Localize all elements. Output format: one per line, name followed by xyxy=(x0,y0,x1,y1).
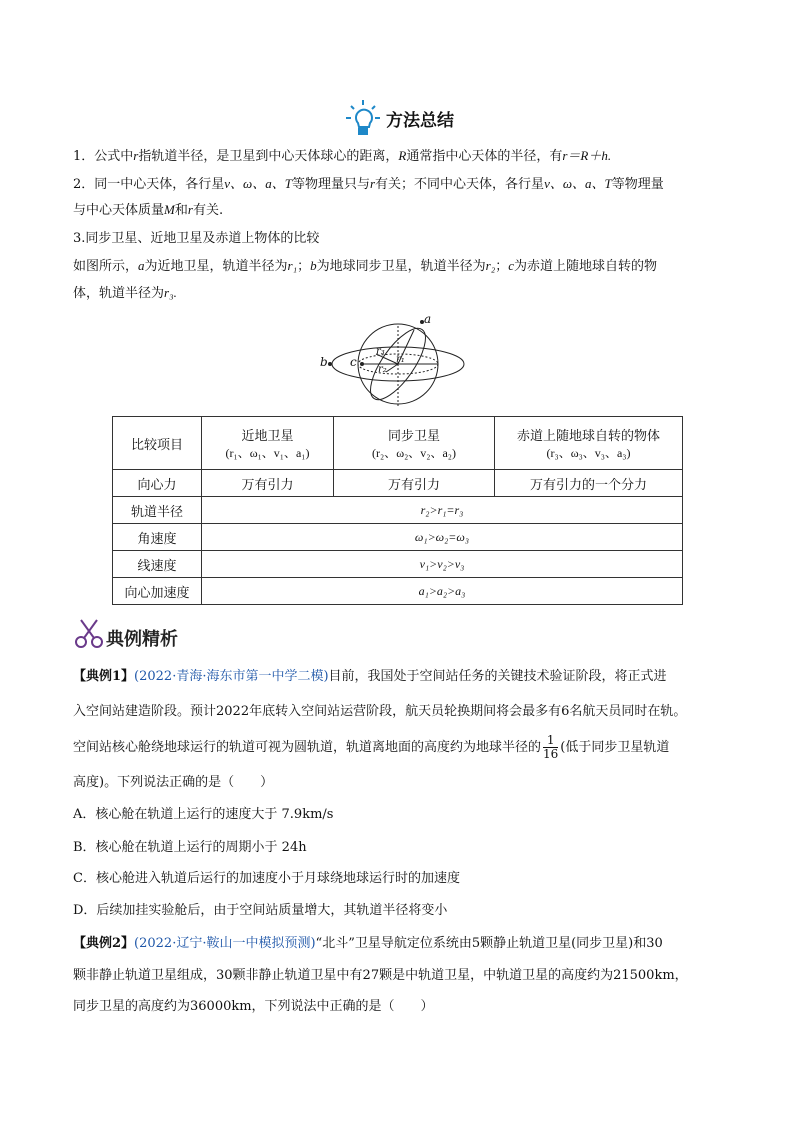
cell: 万有引力的一个分力 xyxy=(495,470,683,497)
cell: r₂>r₁=r₃ xyxy=(202,497,683,524)
header-equator-object: 赤道上随地球自转的物体 (r₃、ω₃、v₃、a₃) xyxy=(495,417,683,470)
example-1-line-2: 入空间站建造阶段。预计2022年底转入空间站运营阶段，航天员轮换期间将会最多有6名航天员同时在轨。 xyxy=(73,704,687,719)
option-d: D．后续加挂实验舱后，由于空间站质量增大，其轨道半径将变小 xyxy=(73,903,448,918)
example-1-line-4: 高度)。下列说法正确的是（ ） xyxy=(73,775,274,790)
row-label: 轨道半径 xyxy=(113,497,202,524)
label-r2: r₂ xyxy=(378,364,387,375)
table-row xyxy=(113,578,683,605)
point-2-cont: 与中心天体质量M和r有关. xyxy=(73,202,224,218)
label-a: a xyxy=(424,312,432,326)
row-label: 角速度 xyxy=(113,524,202,551)
cell: 万有引力 xyxy=(202,470,334,497)
header-near-earth: 近地卫星 (r₁、ω₁、v₁、a₁) xyxy=(202,417,334,470)
orbit-diagram xyxy=(318,310,478,414)
option-a: A．核心舱在轨道上运行的速度大于 7.9km/s xyxy=(73,807,334,822)
header-item: 比较项目 xyxy=(113,417,202,470)
cell: ω₁>ω₂=ω₃ xyxy=(202,524,683,551)
example-1-line-1: 【典例1】(2022·青海·海东市第一中学二模)目前，我国处于空间站任务的关键技术验证阶段，将正式进 xyxy=(73,669,667,684)
row-label: 向心力 xyxy=(113,470,202,497)
point-3-desc-cont: 体，轨道半径为r₃. xyxy=(73,285,177,301)
comparison-table xyxy=(112,416,683,605)
row-label: 向心加速度 xyxy=(113,578,202,605)
label-c: c xyxy=(350,355,357,369)
example-2-line-1: 【典例2】(2022·辽宁·鞍山一中模拟预测)“北斗”卫星导航定位系统由5颗静止轨道卫星(同步卫星)和30 xyxy=(73,936,663,951)
example-section-title: 典例精析 xyxy=(106,629,178,650)
point-3-title: 3.同步卫星、近地卫星及赤道上物体的比较 xyxy=(73,231,320,246)
table-row xyxy=(113,497,683,524)
cell: 万有引力 xyxy=(334,470,495,497)
point-3-desc: 如图所示，a为近地卫星，轨道半径为r₁；b为地球同步卫星，轨道半径为r₂；c为赤道上随地球自转的物 xyxy=(73,258,658,274)
cell: v₁>v₂>v₃ xyxy=(202,551,683,578)
table-row xyxy=(113,470,683,497)
cell: a₁>a₂>a₃ xyxy=(202,578,683,605)
example-2-line-2: 颗非静止轨道卫星组成，30颗非静止轨道卫星中有27颗是中轨道卫星，中轨道卫星的高度约为21500km， xyxy=(73,968,688,983)
example-2-line-3: 同步卫星的高度约为36000km，下列说法中正确的是（ ） xyxy=(73,999,434,1014)
point-2: 2．同一中心天体，各行星v、ω、a、T等物理量只与r有关；不同中心天体，各行星v、ω、a、T等物理量 xyxy=(73,176,664,192)
scissors-icon xyxy=(73,616,105,650)
label-r3: r₃ xyxy=(376,346,385,357)
header-geosync: 同步卫星 (r₂、ω₂、v₂、a₂) xyxy=(334,417,495,470)
label-b: b xyxy=(320,355,328,369)
table-row xyxy=(113,551,683,578)
fraction: $\frac{1}{16}$ xyxy=(543,733,559,761)
option-b: B．核心舱在轨道上运行的周期小于 24h xyxy=(73,840,307,855)
section-title: 方法总结 xyxy=(386,111,454,131)
label-r1: r₁ xyxy=(396,354,405,365)
point-1: 1．公式中r指轨道半径，是卫星到中心天体球心的距离，R通常指中心天体的半径，有r＝R＋h. xyxy=(73,148,612,164)
table-header-row xyxy=(113,417,683,470)
lightbulb-icon xyxy=(343,98,383,138)
example-1-line-3: 空间站核心舱绕地球运行的轨道可视为圆轨道，轨道离地面的高度约为地球半径的 $\frac{1}{16}$ (低于同步卫星轨道 xyxy=(73,733,670,761)
row-label: 线速度 xyxy=(113,551,202,578)
option-c: C．核心舱进入轨道后运行的加速度小于月球绕地球运行时的加速度 xyxy=(73,871,460,886)
table-row xyxy=(113,524,683,551)
